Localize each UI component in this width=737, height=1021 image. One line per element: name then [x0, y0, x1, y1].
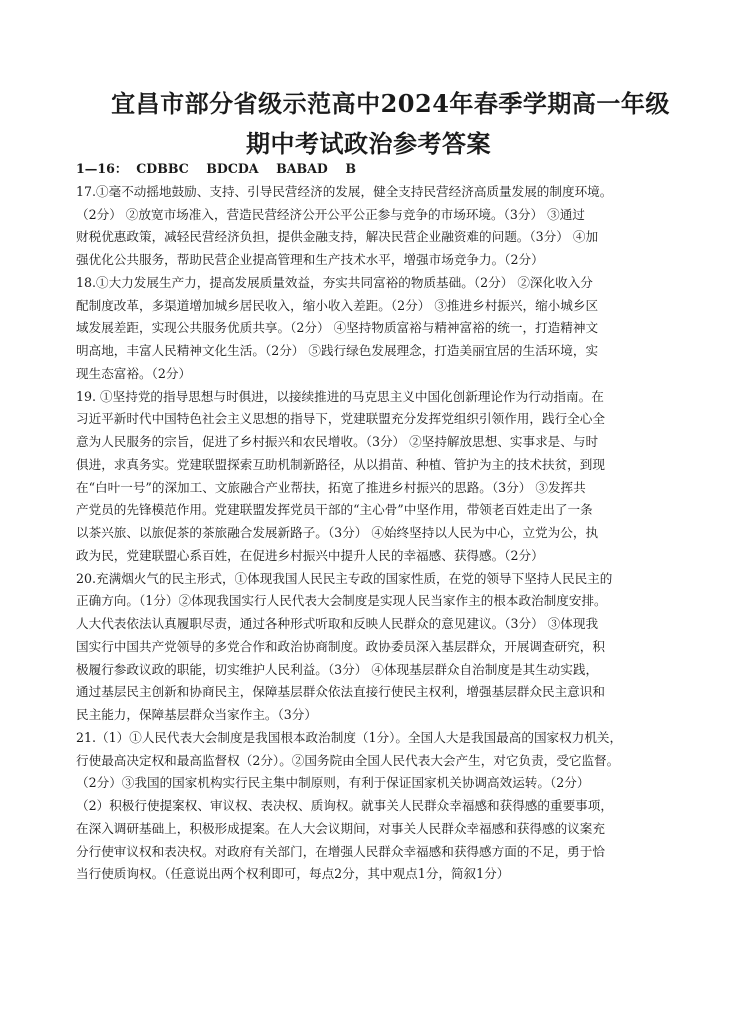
- answer-line: （2）积极行使提案权、审议权、表决权、质询权。就事关人民群众幸福感和获得感的重要事项，: [76, 798, 613, 813]
- answer-line: 政为民，党建联盟心系百姓，在促进乡村振兴中提升人民的幸福感、获得感。（2分）: [76, 547, 544, 563]
- answer-line: 20.充满烟火气的民主形式，①体现我国人民民主专政的国家性质，在党的领导下坚持人民民主的: [76, 570, 613, 586]
- answer-line: 财税优惠政策，减轻民营经济负担，提供金融支持，解决民营企业融资难的问题。（3分） ④加: [76, 229, 599, 245]
- answer-line: 现生态富裕。（2分）: [76, 365, 192, 381]
- page-title-line-1: 宜昌市部分省级示范高中2024年春季学期高一年级: [111, 89, 670, 118]
- answer-line: 产党员的先锋模范作用。党建联盟发挥党员干部的“主心骨”中坚作用，带领老百姓走出了一条: [76, 502, 593, 518]
- answer-line: 民主能力，保障基层群众当家作主。（3分）: [76, 707, 317, 722]
- answer-line: 当行使质询权。（任意说出两个权利即可，每点2分，其中观点1分，简叙1分）: [76, 866, 510, 882]
- page-title-line-2: 期中考试政治参考答案: [246, 129, 491, 158]
- answer-line: 通过基层民主创新和协商民主，保障基层群众依法直接行使民主权利，增强基层群众民主意识和: [76, 684, 605, 700]
- answer-line: 在深入调研基础上，积极形成提案。在人大会议期间，对事关人民群众幸福感和获得感的议案充: [76, 820, 605, 836]
- answer-line: 域发展差距，实现公共服务优质共享。（2分） ④坚持物质富裕与精神富裕的统一，打造精神文: [76, 320, 599, 336]
- answer-line: 在“白叶一号”的深加工、文旅融合产业帮扶，拓宽了推进乡村振兴的思路。（3分） ③发挥共: [76, 479, 586, 495]
- answer-line: 分行使审议权和表决权。对政府有关部门，在增强人民群众幸福感和获得感方面的不足，勇于恰: [76, 843, 605, 859]
- answer-line: 以茶兴旅、以旅促茶的茶旅融合发展新路子。（3分） ④始终坚持以人民为中心，立党为公，执: [76, 525, 599, 540]
- answer-line: 正确方向。（1分）②体现我国实行人民代表大会制度是实现人民当家作主的根本政治制度安排。: [76, 593, 607, 609]
- answer-line: 国实行中国共产党领导的多党合作和政治协商制度。政协委员深入基层群众，开展调查研究，积: [76, 638, 605, 654]
- answer-line: （2分）③我国的国家机构实行民主集中制原则，有利于保证国家机关协调高效运转。（2分）: [76, 775, 590, 791]
- answer-line: 21.（1）①人民代表大会制度是我国根本政治制度（1分）。全国人大是我国最高的国家权力机关，: [76, 729, 623, 745]
- answer-line: 明高地，丰富人民精神文化生活。（2分） ⑤践行绿色发展理念，打造美丽宜居的生活环境，实: [76, 343, 599, 358]
- answer-line: 19. ①坚持党的指导思想与时俱进，以接续推进的马克思主义中国化创新理论作为行动指南。在: [76, 388, 604, 404]
- answer-line: 人大代表依法认真履职尽责，通过各种形式听取和反映人民群众的意见建议。（3分） ③体现我: [76, 616, 599, 631]
- answer-line: 18.①大力发展生产力，提高发展质量效益，夯实共同富裕的物质基础。（2分） ②深化收入分: [76, 274, 593, 290]
- answer-line: 极履行参政议政的职能，切实维护人民利益。（3分） ④体现基层群众自治制度是其生动实践，: [76, 661, 599, 677]
- choice-answer-key: 1—16： CDBBC BDCDA BABAD B: [76, 161, 357, 176]
- answer-line: 配制度改革，多渠道增加城乡居民收入，缩小收入差距。（2分） ③推进乡村振兴，缩小城乡区: [76, 297, 599, 313]
- answer-line: 习近平新时代中国特色社会主义思想的指导下，党建联盟充分发挥党组织引领作用，践行全心全: [76, 411, 605, 427]
- answer-line: 强优化公共服务，帮助民营企业提高管理和生产技术水平，增强市场竞争力。（2分）: [76, 252, 544, 267]
- answer-line: 意为人民服务的宗旨，促进了乡村振兴和农民增收。（3分） ②坚持解放思想、实事求是、与时: [76, 434, 599, 449]
- answer-line: 行使最高决定权和最高监督权（2分）。②国务院由全国人民代表大会产生，对它负责，受它监督。: [76, 752, 620, 768]
- answer-line: （2分） ②放宽市场准入，营造民营经济公开公平公正参与竞争的市场环境。（3分） ③通过: [76, 206, 585, 222]
- answer-line: 俱进，求真务实。党建联盟探索互助机制新路径，从以捐苗、种植、管护为主的技术扶贫，到现: [76, 456, 605, 472]
- answer-lines: [76, 181, 672, 886]
- answer-content: [76, 158, 672, 886]
- answer-line: 17.①毫不动摇地鼓励、支持、引导民营经济的发展，健全支持民营经济高质量发展的制度环境。: [76, 183, 613, 199]
